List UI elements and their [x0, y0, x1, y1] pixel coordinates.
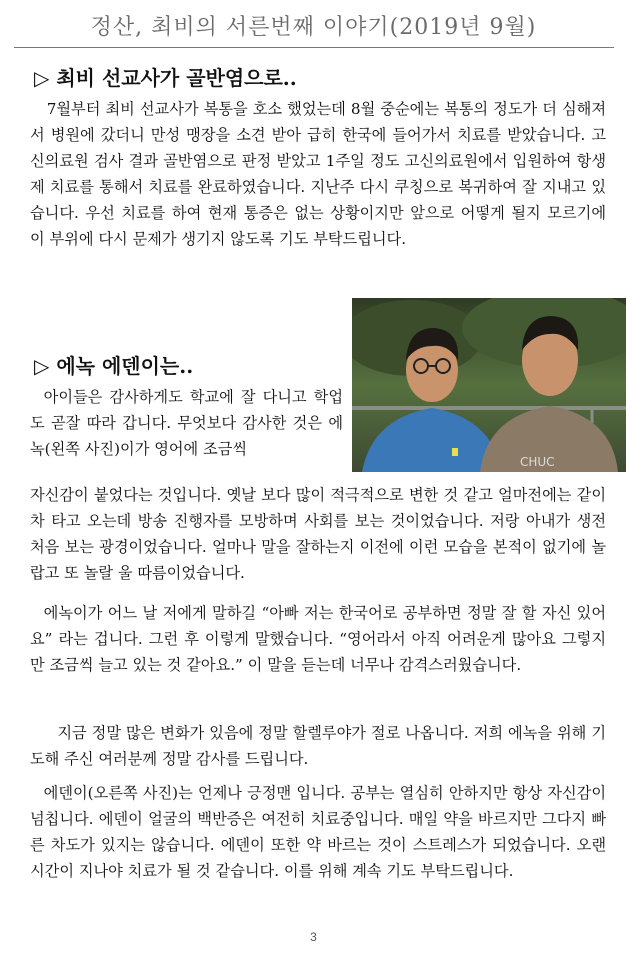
children-paragraph-2: 에녹이가 어느 날 저에게 말하길 “아빠 저는 한국어로 공부하면 정말 잘 할 자신 있어요” 라는 겁니다. 그런 후 이렇게 말했습니다. “영어라서 아직 어려운게 많아요 그렇지만 조금씩 늘고 있는 것 같아요.” 이 말을 듣는데 너무나 감격스러웠습니다.: [30, 604, 606, 674]
section-heading-health: ▷ 최비 선교사가 골반염으로..: [34, 66, 297, 90]
shirt-print: CHUC: [520, 455, 555, 469]
children-paragraph-1-top: 아이들은 감사하게도 학교에 잘 다니고 학업도 곧잘 따라 갑니다. 무엇보다 감사한 것은 에녹(왼쪽 사진)이가 영어에 조금씩: [30, 388, 343, 458]
section-heading-children: ▷ 에녹 에덴이는..: [34, 354, 194, 378]
children-photo-image: [352, 298, 626, 472]
children-paragraph-3: 지금 정말 많은 변화가 있음에 정말 할렐루야가 절로 나옵니다. 저희 에녹을 위해 기도해 주신 여러분께 정말 감사를 드립니다.: [30, 724, 606, 768]
title-rule: [14, 47, 614, 48]
page-title: 정산, 최비의 서른번째 이야기(2019년 9월): [90, 15, 537, 40]
health-paragraph: 7월부터 최비 선교사가 복통을 호소 했었는데 8월 중순에는 복통의 정도가 더 심해져서 병원에 갔더니 만성 맹장을 소견 받아 급히 한국에 들어가서 치료를 받았습니다. 고신의료원 검사 결과 골반염으로 판정 받았고 1주일 정도 고신의료원에서 입원하여 항생제 치료를 통해서 치료를 완료하였습니다. 지난주 다시 쿠칭으로 복귀하여 잘 지내고 있습니다. 우선 치료를 하여 현재 통증은 없는 상황이지만 앞으로 어떻게 될지 모르기에 이 부위에 다시 문제가 생기지 않도록 기도 부탁드립니다.: [30, 100, 606, 248]
children-photo: [352, 298, 626, 472]
page-number: 3: [310, 930, 317, 944]
children-paragraph-1-rest: 자신감이 붙었다는 것입니다. 옛날 보다 많이 적극적으로 변한 것 같고 얼마전에는 같이 차 타고 오는데 방송 진행자를 모방하며 사회를 보는 것이었습니다. 저랑 아내가 생전 처음 보는 광경이었습니다. 얼마나 말을 잘하는지 이전에 이런 모습을 본적이 없기에 놀랍고 또 놀랄 울 따름이었습니다.: [30, 486, 606, 582]
children-paragraph-4: 에덴이(오른쪽 사진)는 언제나 긍정맨 입니다. 공부는 열심히 안하지만 항상 자신감이 넘칩니다. 에덴이 얼굴의 백반증은 여전히 치료중입니다. 매일 약을 바르지만 그다지 빠른 차도가 있지는 않습니다. 에덴이 또한 약 바르는 것이 스트레스가 되었습니다. 오랜 시간이 지나야 치료가 될 것 같습니다. 이를 위해 계속 기도 부탁드립니다.: [30, 784, 606, 880]
